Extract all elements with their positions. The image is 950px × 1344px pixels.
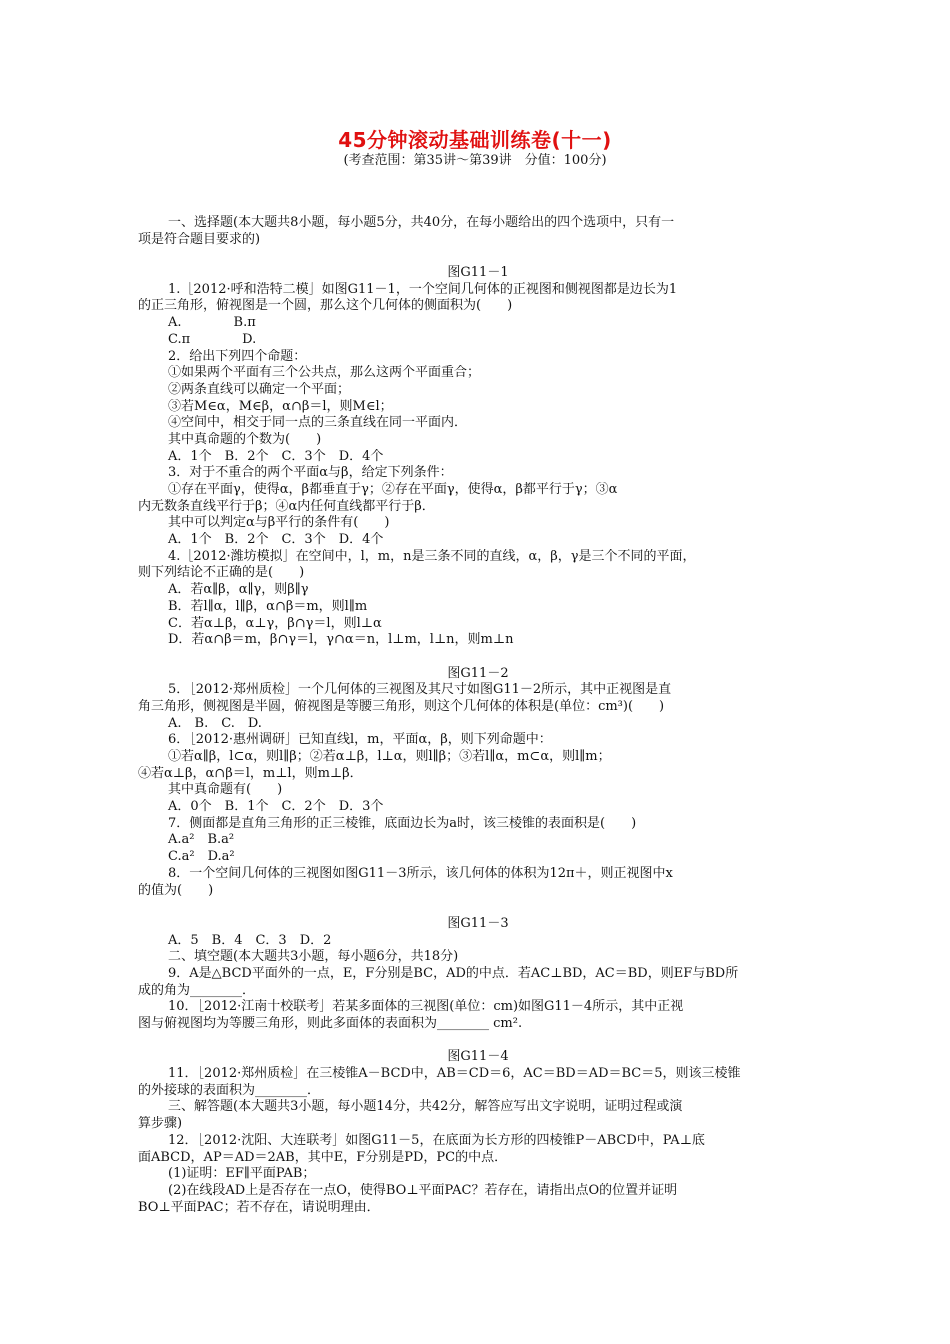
question-8: 8．一个空间几何体的三视图如图G11－3所示，该几何体的体积为12π＋，则正视图中x [168,865,673,881]
question-6-items: ①若α∥β，l⊂α，则l∥β；②若α⊥β，l⊥α，则l∥β；③若l∥α，m⊂α，则l∥m； [168,749,611,764]
question-4: 4.［2012·潍坊模拟］在空间中，l，m，n是三条不同的直线，α，β，γ是三个不同的平面， [168,548,696,564]
section-heading-fill: 二、填空题(本大题共3小题，每小题6分，共18分) [168,949,459,965]
spacer [138,1033,818,1050]
question-3-conditions: ①存在平面γ，使得α，β都垂直于γ；②存在平面γ，使得α，β都平行于γ；③α [168,482,618,497]
question-11-cont: 的外接球的表面积为________． [138,1082,321,1098]
question-2-item-2: ②两条直线可以确定一个平面； [168,381,351,397]
question-1-options-cd: C.π D. [168,331,257,347]
page-title: 45分钟滚动基础训练卷(十一) [338,128,612,152]
question-10-cont: 图与俯视图均为等腰三角形，则此多面体的表面积为________ cm². [138,1016,523,1031]
question-1-cont: 的正三角形，俯视图是一个圆，那么这个几何体的侧面积为( ) [138,298,513,314]
question-2-item-3: ③若M∈α，M∈β，α∩β＝l，则M∈l； [168,398,393,414]
section-heading-choice-cont: 项是符合题目要求的) [138,231,261,247]
document-body [138,215,818,1216]
figure-caption-g11-2: 图G11－2 [447,665,509,681]
question-12: 12．［2012·沈阳、大连联考］如图G11－5，在底面为长方形的四棱锥P－ABCD中，PA⊥底 [168,1132,705,1148]
question-3-conditions-cont: 内无数条直线平行于β；④α内任何直线都平行于β． [138,498,435,514]
question-5-options: A. B. C. D. [168,715,262,731]
section-heading-solve: 三、解答题(本大题共3小题，每小题14分，共42分，解答应写出文字说明，证明过程或演 [168,1099,683,1115]
question-2-item-4: ④空间中，相交于同一点的三条直线在同一平面内． [168,415,468,431]
question-2-item-1: ①如果两个平面有三个公共点，那么这两个平面重合； [168,365,481,381]
question-2-options: A．1个 B．2个 C．3个 D．4个 [168,448,384,464]
section-heading-solve-cont: 算步骤) [138,1116,183,1132]
question-7-options-ab: A.a² B.a² [168,832,235,848]
question-8-cont: 的值为( ) [138,882,214,898]
question-12-part-1: (1)证明：EF∥平面PAB； [168,1166,316,1182]
section-heading-choice: 一、选择题(本大题共8小题，每小题5分，共40分，在每小题给出的四个选项中，只有一 [168,215,675,230]
figure-caption-g11-3: 图G11－3 [447,915,509,931]
question-2: 2．给出下列四个命题： [168,348,307,364]
question-6-options: A．0个 B．1个 C．2个 D．3个 [168,799,384,815]
question-12-cont: 面ABCD，AP＝AD＝2AB，其中E，F分别是PD，PC的中点． [138,1149,508,1165]
spacer [138,899,818,916]
question-2-prompt: 其中真命题的个数为( ) [168,431,322,447]
spacer [138,248,818,265]
question-4-option-b: B．若l∥α，l∥β，α∩β＝m，则l∥m [168,598,368,614]
question-4-option-c: C．若α⊥β，α⊥γ，β∩γ＝l，则l⊥α [168,615,382,631]
page-subtitle: (考查范围：第35讲～第39讲 分值：100分) [343,153,607,168]
spacer [138,649,818,666]
question-3-prompt: 其中可以判定α与β平行的条件有( ) [168,515,390,531]
question-5-cont: 角三角形，侧视图是半圆，俯视图是等腰三角形，则这个几何体的体积是(单位：cm³)( ) [138,698,665,714]
question-3: 3．对于不重合的两个平面α与β，给定下列条件： [168,465,453,481]
question-3-options: A．1个 B．2个 C．3个 D．4个 [168,532,384,548]
question-7-options-cd: C.a² D.a² [168,849,235,865]
figure-caption-g11-1: 图G11－1 [447,265,509,281]
question-1: 1.［2012·呼和浩特二模］如图G11－1，一个空间几何体的正视图和侧视图都是边长为1 [168,281,678,297]
question-10: 10．［2012·江南十校联考］若某多面体的三视图(单位：cm)如图G11－4所示，其中正视 [168,999,684,1015]
question-4-cont: 则下列结论不正确的是( ) [138,565,305,581]
question-4-option-d: D．若α∩β＝m，β∩γ＝l，γ∩α＝n，l⊥m，l⊥n，则m⊥n [168,632,514,648]
figure-caption-g11-4: 图G11－4 [447,1049,509,1065]
question-6-items-cont: ④若α⊥β，α∩β＝l，m⊥l，则m⊥β． [138,765,363,781]
question-6: 6．［2012·惠州调研］已知直线l，m，平面α，β，则下列命题中： [168,732,552,748]
question-1-options-ab: A. B.π [168,315,256,331]
question-11: 11．［2012·郑州质检］在三棱锥A－BCD中，AB＝CD＝6，AC＝BD＝AD＝BC＝5，则该三棱锥 [168,1066,741,1082]
question-6-prompt: 其中真命题有( ) [168,782,283,798]
question-9: 9．A是△BCD平面外的一点，E，F分别是BC，AD的中点．若AC⊥BD，AC＝BD，则EF与BD所 [168,965,739,981]
question-8-options: A．5 B．4 C．3 D．2 [168,932,332,948]
question-4-option-a: A．若α∥β，α∥γ，则β∥γ [168,582,309,598]
question-9-cont: 成的角为________． [138,982,256,998]
question-12-part-2: (2)在线段AD上是否存在一点O，使得BO⊥平面PAC？若存在，请指出点O的位置并证明 [168,1182,678,1198]
question-7: 7．侧面都是直角三角形的正三棱锥，底面边长为a时，该三棱锥的表面积是( ) [168,815,637,831]
question-12-part-2-cont: BO⊥平面PAC；若不存在，请说明理由． [138,1199,380,1215]
question-5: 5．［2012·郑州质检］一个几何体的三视图及其尺寸如图G11－2所示，其中正视图是直 [168,682,672,698]
